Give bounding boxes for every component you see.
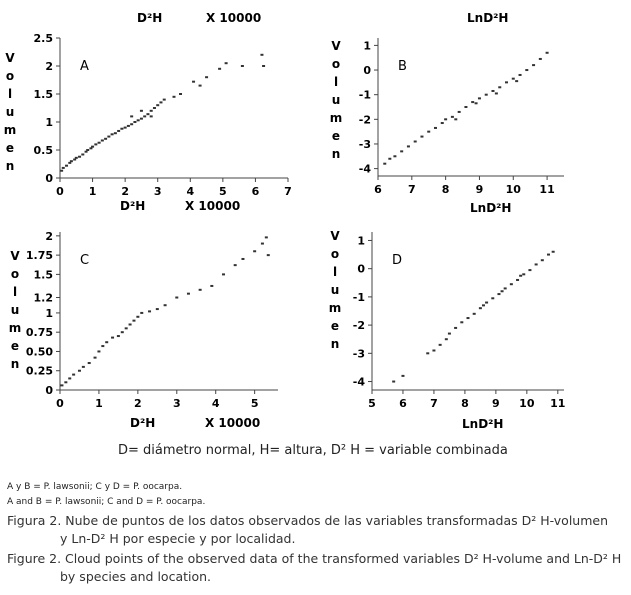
data-point (541, 259, 544, 261)
y-axis-label-letter: l (7, 87, 13, 101)
data-point (448, 333, 451, 335)
data-point (88, 362, 91, 364)
data-point (392, 381, 395, 383)
data-point (175, 297, 178, 299)
x-tick-label: 8 (461, 397, 469, 410)
data-point (107, 136, 110, 138)
data-point (535, 263, 538, 265)
data-point (91, 146, 94, 148)
x-tick-label: 11 (550, 397, 566, 410)
x-tick-label: 4 (186, 185, 195, 198)
species-legend-en: A and B = P. lawsonii; C and D = P. oocarpa. (7, 497, 206, 507)
x-axis-label: D²H (120, 199, 146, 213)
data-point (130, 115, 133, 117)
x-axis-label: LnD²H (470, 201, 512, 215)
data-point (473, 313, 476, 315)
data-point (111, 133, 114, 135)
data-point (60, 384, 63, 386)
data-point (94, 357, 97, 359)
data-point (460, 321, 463, 323)
data-point (78, 370, 81, 372)
variable-definitions: D= diámetro normal, H= altura, D² H = variable combinada (118, 443, 508, 458)
data-point (426, 352, 429, 354)
data-point (222, 273, 225, 275)
data-point (86, 149, 89, 151)
y-tick-label: 0 (357, 262, 365, 276)
x-tick-label: 6 (399, 397, 407, 410)
data-point (512, 78, 515, 80)
data-point (485, 94, 488, 96)
data-point (210, 285, 213, 287)
y-axis-label-letter: l (333, 75, 339, 89)
y-axis-label-letter: m (8, 321, 22, 335)
y-tick-label: 1.5 (33, 88, 53, 101)
data-point (253, 250, 256, 252)
data-point (241, 258, 244, 260)
data-point (136, 316, 139, 318)
y-tick-label: 0.75 (25, 326, 53, 340)
data-point (81, 153, 84, 155)
y-axis-label-letter: V (330, 229, 340, 243)
y-axis-label-letter: l (332, 265, 338, 279)
data-point (94, 143, 97, 145)
data-point (68, 377, 71, 379)
data-point (60, 170, 63, 172)
x-tick-label: 10 (505, 183, 521, 196)
y-axis-label-letter: u (331, 93, 341, 107)
y-tick-label: 0 (363, 64, 371, 78)
data-point (164, 304, 167, 306)
y-axis-label-letter: n (330, 337, 340, 351)
x-tick-label: 2 (134, 397, 142, 410)
data-point (179, 93, 182, 95)
y-axis-label-letter: m (329, 111, 343, 125)
y-tick-label: 0.25 (25, 364, 53, 378)
x-tick-label: 3 (172, 397, 181, 410)
y-tick-label: 2 (45, 229, 53, 243)
data-point (439, 344, 442, 346)
data-point (528, 269, 531, 271)
y-axis-label-letter: V (5, 51, 15, 65)
data-point (482, 304, 485, 306)
x-tick-label: 1 (95, 397, 103, 410)
panel-label: A (80, 59, 89, 74)
data-point (516, 279, 519, 281)
data-point (150, 110, 153, 112)
data-point (218, 68, 221, 70)
x-tick-label: 7 (430, 397, 438, 410)
y-tick-label: 1 (357, 234, 365, 248)
x-tick-label: 6 (251, 185, 260, 198)
y-tick-label: -3 (358, 137, 371, 151)
x-tick-label: 3 (153, 185, 162, 198)
data-point (173, 96, 176, 98)
data-point (504, 287, 507, 289)
data-point (491, 90, 494, 92)
y-tick-label: 0 (45, 384, 53, 397)
y-axis-label-letter: n (10, 357, 20, 371)
data-point (133, 121, 136, 123)
y-axis-label-letter: l (12, 285, 18, 299)
y-tick-label: -4 (352, 375, 365, 389)
data-point (471, 101, 474, 103)
data-point (401, 375, 404, 377)
y-axis-label-letter: u (330, 283, 340, 297)
data-point (64, 381, 67, 383)
data-point (153, 107, 156, 109)
x-tick-label: 9 (492, 397, 500, 410)
data-point (432, 350, 435, 352)
data-point (101, 345, 104, 347)
x-tick-label: 6 (374, 183, 382, 196)
data-point (140, 118, 143, 120)
data-point (82, 366, 85, 368)
data-point (146, 113, 149, 115)
data-point (479, 307, 482, 309)
data-point (547, 254, 550, 256)
y-axis-label-letter: e (5, 141, 15, 155)
panel-D (329, 229, 566, 431)
data-point (137, 119, 140, 121)
data-point (451, 116, 454, 118)
data-point (407, 145, 410, 147)
y-axis-label-letter: u (10, 303, 20, 317)
data-point (475, 102, 478, 104)
data-point (150, 115, 153, 117)
data-point (445, 338, 448, 340)
data-point (388, 158, 391, 160)
data-point (400, 150, 403, 152)
y-tick-label: -2 (352, 319, 365, 333)
data-point (265, 236, 268, 238)
y-tick-label: 2.5 (33, 32, 53, 45)
y-axis-label-letter: n (331, 147, 341, 161)
species-legend-es: A y B = P. lawsonii; C y D = P. oocarpa. (7, 482, 183, 492)
data-point (522, 273, 525, 275)
x-tick-label: 0 (56, 185, 64, 198)
top-right-xlabel: LnD²H (467, 11, 509, 25)
data-point (70, 160, 73, 162)
y-axis-label-letter: e (10, 339, 20, 353)
y-axis-label-letter: V (331, 39, 341, 53)
x-tick-label: 7 (284, 185, 292, 198)
panel-label: D (392, 253, 403, 268)
panel-C (9, 230, 278, 430)
data-point (140, 312, 143, 314)
data-point (101, 139, 104, 141)
x-tick-label: 1 (88, 185, 97, 198)
panel-label: C (80, 253, 90, 268)
data-point (495, 92, 498, 94)
y-axis-label-letter: e (331, 129, 341, 143)
y-tick-label: -2 (358, 113, 371, 127)
y-tick-label: -3 (352, 347, 365, 361)
x-tick-label: 7 (407, 183, 416, 196)
data-point (140, 110, 143, 112)
caption-es-line1: Figura 2. Nube de puntos de los datos observados de las variables transformadas D² H-volumen (7, 513, 609, 528)
x-tick-label: 10 (519, 397, 535, 410)
y-tick-label: 0 (45, 172, 53, 185)
x-tick-label: 9 (475, 183, 484, 196)
y-axis-label-letter: u (5, 105, 15, 119)
y-tick-label: 0.5 (33, 144, 53, 157)
data-point (519, 275, 522, 277)
y-tick-label: 2 (45, 60, 53, 73)
top-left-scale: X 10000 (206, 11, 262, 25)
data-point (491, 297, 494, 299)
x-axis-label: D²H (130, 416, 156, 430)
data-point (467, 317, 470, 319)
y-axis-label-letter: o (330, 247, 340, 261)
data-point (434, 127, 437, 129)
data-point (163, 99, 166, 101)
data-point (267, 254, 270, 256)
x-tick-label: 5 (250, 397, 259, 410)
data-point (552, 251, 555, 253)
data-point (241, 65, 244, 67)
data-point (187, 293, 190, 295)
data-point (104, 138, 107, 140)
data-point (383, 163, 386, 165)
data-point (129, 323, 132, 325)
data-point (458, 111, 461, 113)
data-point (525, 69, 528, 71)
data-point (498, 86, 501, 88)
data-point (454, 327, 457, 329)
data-point (199, 85, 202, 87)
top-left-xlabel: D²H (137, 11, 163, 25)
y-tick-label: 0.50 (25, 345, 53, 359)
data-point (261, 243, 264, 245)
data-point (156, 308, 159, 310)
data-point (427, 131, 430, 133)
x-tick-label: 4 (211, 397, 220, 410)
data-point (444, 118, 447, 120)
y-axis-label-letter: e (330, 319, 340, 333)
data-point (75, 157, 78, 159)
data-point (78, 156, 81, 158)
x-tick-label: 2 (121, 185, 129, 198)
data-point (262, 65, 265, 67)
data-point (130, 123, 133, 125)
x-tick-label: 5 (219, 185, 227, 198)
caption-en-line1: Figure 2. Cloud points of the observed data of the transformed variables D² H-volume and Ln-D² H (7, 551, 622, 566)
data-point (72, 374, 75, 376)
data-point (393, 155, 396, 157)
x-axis-scale: X 10000 (205, 416, 261, 430)
data-point (132, 320, 135, 322)
y-axis-label-letter: o (10, 267, 20, 281)
data-point (156, 104, 159, 106)
caption-es-line2: y Ln-D² H por especie y por localidad. (60, 531, 296, 546)
data-point (510, 283, 513, 285)
data-point (199, 289, 202, 291)
y-tick-label: 1.5 (33, 268, 53, 282)
data-point (532, 64, 535, 66)
data-point (127, 125, 130, 127)
data-point (501, 290, 504, 292)
data-point (234, 264, 237, 266)
data-point (148, 310, 151, 312)
data-point (114, 132, 117, 134)
x-tick-label: 5 (368, 397, 376, 410)
data-point (464, 106, 467, 108)
y-tick-label: 1 (45, 306, 53, 320)
data-point (97, 350, 100, 352)
data-point (497, 293, 500, 295)
y-tick-label: -4 (358, 162, 371, 176)
y-tick-label: 1.75 (25, 249, 53, 263)
panel-B (330, 38, 564, 215)
y-axis-label-letter: n (5, 159, 15, 173)
data-point (65, 165, 68, 167)
caption-en-line2: by species and location. (60, 569, 212, 584)
data-point (441, 122, 444, 124)
y-axis-label-letter: m (328, 301, 342, 315)
data-point (478, 97, 481, 99)
data-point (121, 331, 124, 333)
data-point (111, 337, 114, 339)
data-point (192, 81, 195, 83)
data-point (205, 76, 208, 78)
x-tick-label: 8 (441, 183, 450, 196)
y-tick-label: -1 (352, 290, 365, 304)
data-point (125, 327, 128, 329)
y-tick-label: 1 (363, 39, 371, 53)
data-point (546, 52, 549, 54)
y-axis-label-letter: m (3, 123, 17, 137)
panel-label: B (398, 59, 407, 74)
y-axis-label-letter: V (10, 249, 20, 263)
data-point (519, 74, 522, 76)
panel-A (4, 32, 292, 213)
data-point (505, 81, 508, 83)
data-point (414, 141, 417, 143)
y-tick-label: -1 (358, 88, 371, 102)
top-axis-labels (137, 11, 508, 25)
y-axis-label-letter: o (5, 69, 15, 83)
data-point (159, 101, 162, 103)
y-tick-label: 1.2 (33, 291, 53, 305)
x-axis-label: LnD²H (462, 417, 504, 431)
data-point (62, 167, 65, 169)
x-tick-label: 11 (539, 183, 555, 196)
data-point (117, 130, 120, 132)
data-point (105, 341, 108, 343)
data-point (454, 118, 457, 120)
data-point (260, 54, 263, 56)
data-point (539, 58, 542, 60)
x-tick-label: 0 (56, 397, 64, 410)
x-axis-scale: X 10000 (185, 199, 241, 213)
data-point (143, 115, 146, 117)
data-point (98, 142, 101, 144)
data-point (124, 127, 127, 129)
y-tick-label: 1 (45, 116, 53, 129)
data-point (515, 80, 518, 82)
data-point (120, 128, 123, 130)
y-axis-label-letter: o (331, 57, 341, 71)
data-point (225, 62, 228, 64)
data-point (420, 136, 423, 138)
data-point (485, 302, 488, 304)
data-point (117, 335, 120, 337)
